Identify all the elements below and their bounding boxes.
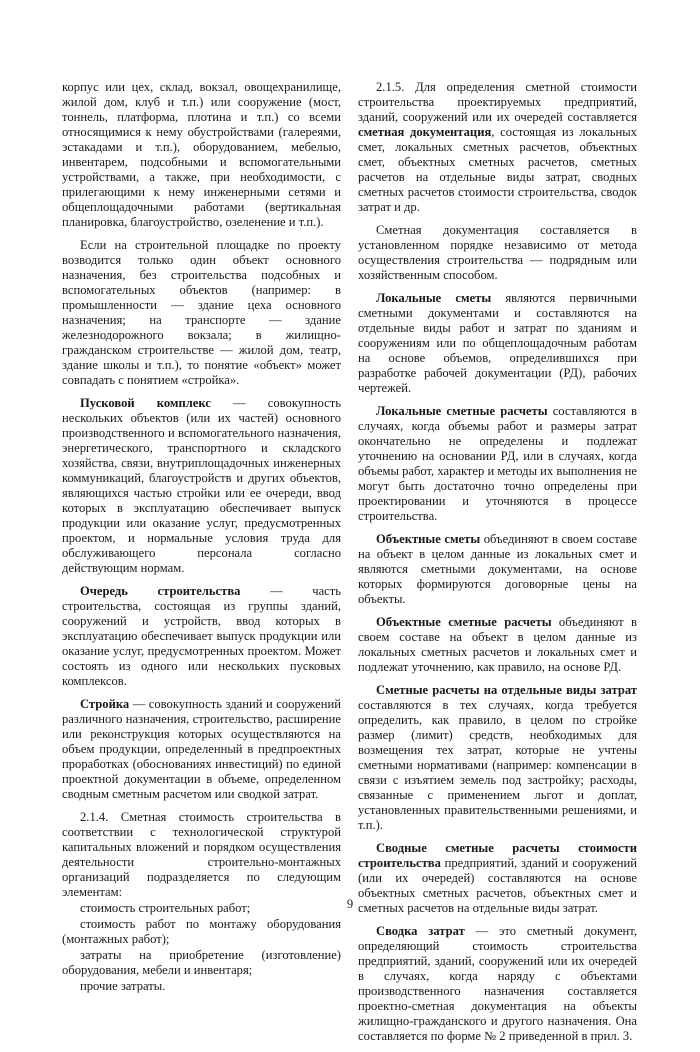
- paragraph-text: 2.1.4. Сметная стоимость строительства в соответствии с технологической структурой капитальных вложений и порядком осуществления деятельности строительно-монтажных организаций подразделяется по следующим элементам:: [62, 810, 341, 899]
- left-column: [62, 80, 341, 995]
- term-construction-site: Стройка: [80, 697, 130, 711]
- paragraph-documentation-method: [358, 223, 637, 283]
- term-cost-summary: Сводка затрат: [376, 924, 465, 938]
- term-object-estimates: Объектные сметы: [376, 532, 481, 546]
- paragraph-single-object: [62, 238, 341, 388]
- paragraph-local-estimates: [358, 291, 637, 396]
- paragraph-text: — совокупность зданий и сооружений различного назначения, строительство, расширение или реконструкция которых осуществляются на объем продукции, определенный в предпроектных проработках (обоснованиях инвестиций) по единой проектной документации в объеме, определенном сводным сметным расчетом или сводкой затрат.: [62, 697, 341, 801]
- paragraph-text: составляются в тех случаях, когда требуется определить, как правило, в целом по стройке размер (лимит) средств, необходимых для возмещения тех затрат, которые не учтены сметными нормативами (например: компенсации в связи с изъятием земель под застройку; расходы, связанные с применением льгот и доплат, установленных правительственными решениями, и т.п.).: [358, 698, 637, 832]
- paragraph-2-1-5: [358, 80, 637, 215]
- paragraph-text: Если на строительной площадке по проекту возводится только один объект основного назначения, без строительства подсобных и вспомогательных объектов (например: в промышленности — здание цеха основного назначения; на транспорте — здание железнодорожного вокзала; в жилищно-гражданском строительстве — жилой дом, театр, здание школы и т.п.), то понятие «объект» может совпадать с понятием «стройка».: [62, 238, 341, 387]
- term-estimate-documentation: сметная документация: [358, 125, 492, 139]
- paragraph-separate-costs: [358, 683, 637, 833]
- paragraph-text: — это сметный документ, определяющий стоимость строительства предприятий, зданий, сооружений или их очередей в случаях, когда наряду с объектами производственного назначения составляется проектно-сметная документация на объекты жилищно-гражданского и другого назначения. Она составляется по форме № 2 приведенной в прил. 3.: [358, 924, 637, 1043]
- term-separate-costs: Сметные расчеты на отдельные виды затрат: [376, 683, 637, 697]
- paragraph-text: — совокупность нескольких объектов (или их частей) основного производственного и вспомогательного назначения, энергетического, транспортного и складского хозяйства, связи, внутриплощадочных инженерных коммуникаций, благоустройств и других объектов, являющихся частью стройки или ее очереди, ввод которых в эксплуатацию обеспечивает выпуск продукции или оказание услуг, предусмотренных проектом, и нормальные условия труда для обслуживающего персонала согласно действующим нормам.: [62, 396, 341, 575]
- paragraph-2-1-4: [62, 810, 341, 900]
- list-item: затраты на приобретение (изготовление) оборудования, мебели и инвентаря;: [62, 948, 341, 977]
- page-number: 9: [346, 897, 354, 911]
- paragraph-local-calculations: [358, 404, 637, 524]
- paragraph-text: объединяют в своем составе на объект в целом данные из локальных сметных расчетов и локальных смет и подлежат уточнению, как правило, на основе РД.: [358, 615, 637, 674]
- paragraph-text: составляются в случаях, когда объемы работ и размеры затрат окончательно не определены и подлежат уточнению на основании РД, или в случаях, когда объемы работ, характер и методы их выполнения не могут быть достаточно точно определены при проектировании и уточняются в процессе строительства.: [358, 404, 638, 523]
- term-local-estimates: Локальные сметы: [376, 291, 492, 305]
- paragraph-cost-summary: [358, 924, 637, 1044]
- term-summary-calculations: Сводные сметные расчеты стоимости строительства: [358, 841, 637, 870]
- paragraph-text: — часть строительства, состоящая из группы зданий, сооружений и устройств, ввод которых в эксплуатацию обеспечивает выпуск продукции или оказание услуг, предусмотренных проектом. Может состоять из одного или нескольких пусковых комплексов.: [62, 584, 341, 688]
- term-launch-complex: Пусковой комплекс: [80, 396, 211, 410]
- term-object-calculations: Объектные сметные расчеты: [376, 615, 552, 629]
- term-construction-stage: Очередь строительства: [80, 584, 241, 598]
- list-item: стоимость работ по монтажу оборудования (монтажных работ);: [62, 917, 341, 946]
- paragraph-object-continued: [62, 80, 341, 230]
- paragraph-text: , состоящая из локальных смет, локальных сметных расчетов, объектных смет, объектных сметных расчетов, сметных расчетов на отдельные виды затрат, сводных сметных расчетов стоимости строительства, сводок затрат и др.: [358, 125, 637, 214]
- paragraph-text: являются первичными сметными документами и составляются на отдельные виды работ и затрат по зданиям и сооружениям или по общеплощадочным работам на основе объемов, определившихся при разработке рабочей документации (РД), рабочих чертежей.: [358, 291, 637, 395]
- list-item: прочие затраты.: [80, 979, 166, 993]
- paragraph-construction-site: [62, 697, 341, 802]
- paragraph-text: предприятий, зданий и сооружений (или их очередей) составляются на основе объектных сметных расчетов, объектных смет и сметных расчетов на отдельные виды затрат.: [358, 856, 637, 915]
- paragraph-launch-complex: [62, 396, 341, 576]
- paragraph-text: корпус или цех, склад, вокзал, овощехранилище, жилой дом, клуб и т.п.) или сооружение (мост, тоннель, платформа, плотина и т.п.) со всеми относящимися к нему обустройствами (галереями, эстакадами и т.п.), оборудованием, мебелью, инвентарем, подсобными и вспомогательными устройствами, а также, при необходимости, с прилегающими к нему инженерными сетями и общеплощадочными работами (вертикальная планировка, благоустройство, озеленение и т.п.).: [62, 80, 341, 229]
- paragraph-construction-stage: [62, 584, 341, 689]
- paragraph-text: 2.1.5. Для определения сметной стоимости строительства проектируемых предприятий, зданий, сооружений или их очередей составляется: [358, 80, 637, 124]
- paragraph-text: Сметная документация составляется в установленном порядке независимо от метода осуществления строительства — подрядным или хозяйственным способом.: [358, 223, 637, 282]
- paragraph-text: объединяют в своем составе на объект в целом данные из локальных смет и являются сметными документами, на основе которых формируются договорные цены на объекты.: [358, 532, 637, 606]
- list-item: стоимость строительных работ;: [80, 901, 251, 915]
- term-local-calculations: Локальные сметные расчеты: [376, 404, 548, 418]
- paragraph-object-estimates: [358, 532, 637, 607]
- paragraph-object-calculations: [358, 615, 637, 675]
